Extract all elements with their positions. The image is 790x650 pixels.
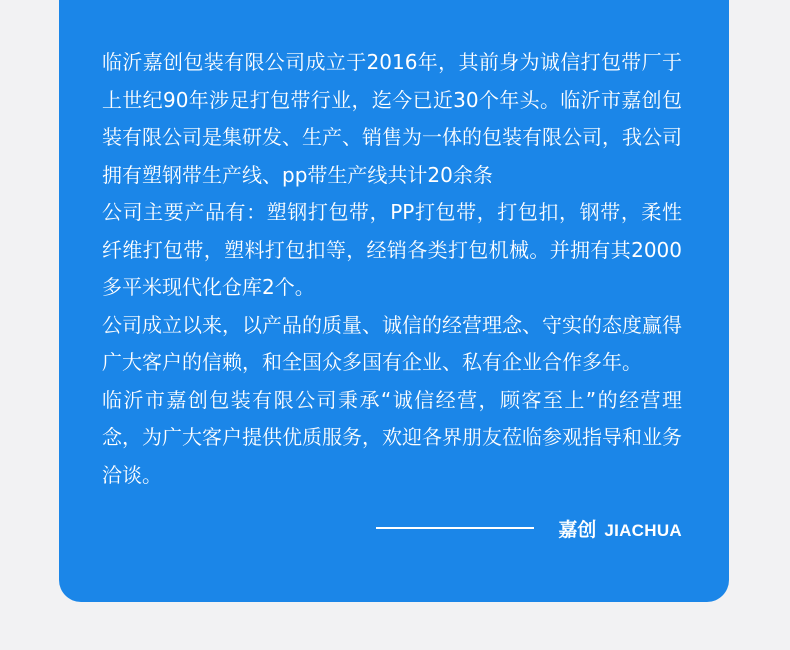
intro-paragraph-1: 临沂嘉创包装有限公司成立于2016年，其前身为诚信打包带厂于上世纪90年涉足打包带行业，迄今已近30个年头。临沂市嘉创包装有限公司是集研发、生产、销售为一体的包装有限公司，我公司拥有塑钢带生产线、pp带生产线共计20余条 bbox=[102, 50, 682, 187]
brand-name-en: JIACHUA bbox=[604, 520, 682, 540]
brand-name-cn: 嘉创 bbox=[558, 518, 597, 541]
intro-paragraph-4: 临沂市嘉创包装有限公司秉承“诚信经营，顾客至上”的经营理念，为广大客户提供优质服务，欢迎各界朋友莅临参观指导和业务洽谈。 bbox=[102, 387, 682, 487]
brand-signature bbox=[558, 515, 682, 542]
signature-divider bbox=[376, 527, 534, 529]
signature bbox=[376, 513, 682, 543]
company-intro-text bbox=[102, 44, 682, 494]
intro-paragraph-3: 公司成立以来，以产品的质量、诚信的经营理念、守实的态度赢得广大客户的信赖，和全国众多国有企业、私有企业合作多年。 bbox=[102, 312, 682, 374]
intro-paragraph-2: 公司主要产品有：塑钢打包带，PP打包带，打包扣，钢带，柔性纤维打包带，塑料打包扣等，经销各类打包机械。并拥有其2000多平米现代化仓库2个。 bbox=[102, 200, 682, 299]
